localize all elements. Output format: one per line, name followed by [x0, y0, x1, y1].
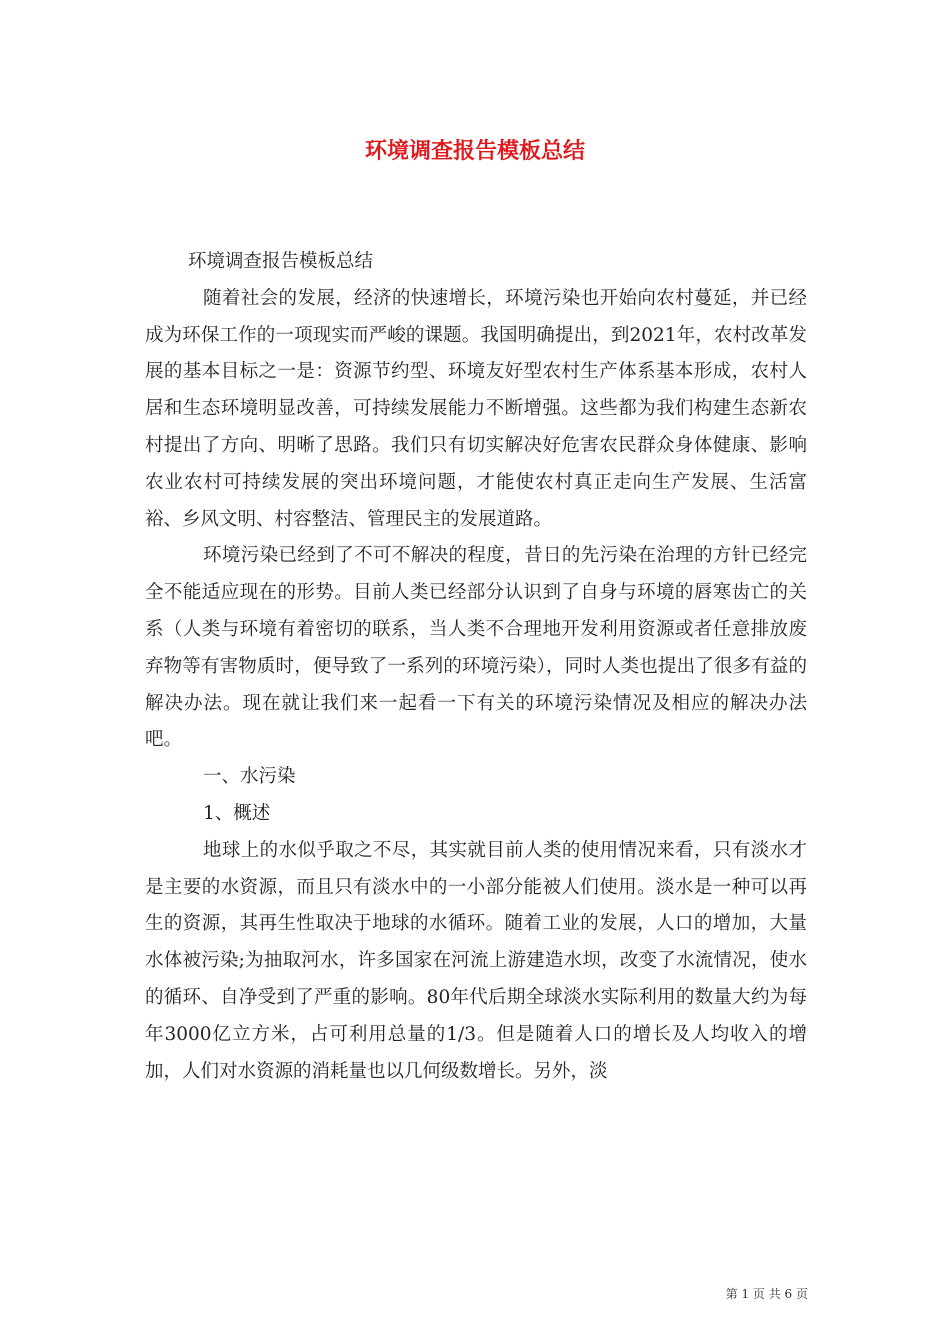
page-title: 环境调查报告模板总结: [364, 138, 585, 164]
section-heading-water-pollution: 一、水污染: [203, 766, 296, 788]
paragraph-3: 地球上的水似乎取之不尽，其实就目前人类的使用情况来看，只有淡水才是主要的水资源，而且只有淡水中的一小部分能被人们使用。淡水是一种可以再生的资源，其再生性取决于地球的水循环。随着工业的发展，人口的增加，大量水体被污染;为抽取河水，许多国家在河流上游建造水坝，改变了水流情况，使水的循环、自净受到了严重的影响。80年代后期全球淡水实际利用的数量大约为每年3000亿立方米，占可利用总量的1/3。但是随着人口的增长及人均收入的增加，人们对水资源的消耗量也以几何级数增长。另外，淡: [145, 839, 807, 1082]
document-subtitle: 环境调查报告模板总结: [188, 251, 374, 272]
subsection-heading-overview: 1、概述: [203, 802, 271, 824]
document-body: [145, 244, 807, 1090]
paragraph-2: 环境污染已经到了不可不解决的程度，昔日的先污染在治理的方针已经完全不能适应现在的形势。目前人类已经部分认识到了自身与环境的唇寒齿亡的关系（人类与环境有着密切的联系，当人类不合理地开发利用资源或者任意排放废弃物等有害物质时，便导致了一系列的环境污染），同时人类也提出了很多有益的解决办法。现在就让我们来一起看一下有关的环境污染情况及相应的解决办法吧。: [145, 545, 807, 751]
page-number-footer: 第 1 页 共 6 页: [725, 1287, 808, 1301]
paragraph-1: 随着社会的发展，经济的快速增长，环境污染也开始向农村蔓延，并已经成为环保工作的一项现实而严峻的课题。我国明确提出，到2021年，农村改革发展的基本目标之一是：资源节约型、环境友好型农村生产体系基本形成，农村人居和生态环境明显改善，可持续发展能力不断增强。这些都为我们构建生态新农村提出了方向、明晰了思路。我们只有切实解决好危害农民群众身体健康、影响农业农村可持续发展的突出环境问题，才能使农村真正走向生产发展、生活富裕、乡风文明、村容整洁、管理民主的发展道路。: [145, 287, 807, 530]
